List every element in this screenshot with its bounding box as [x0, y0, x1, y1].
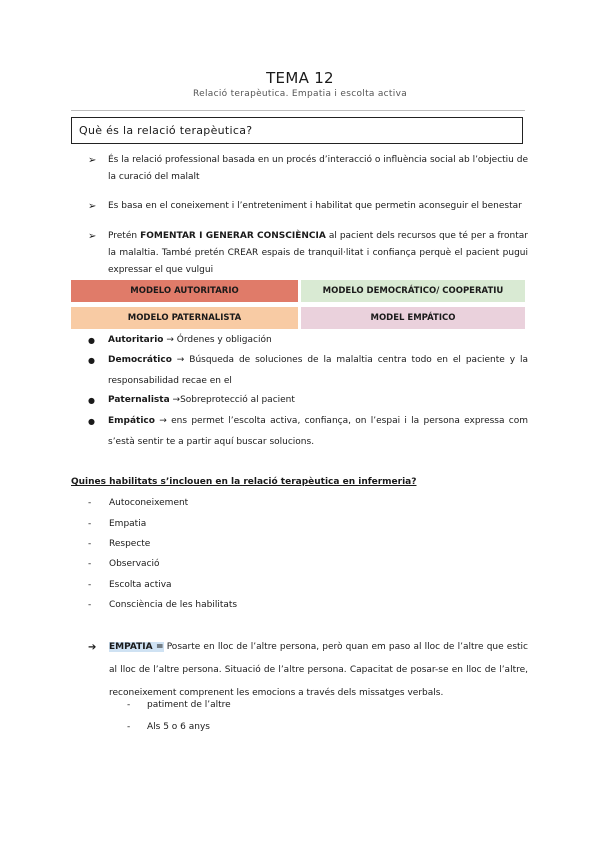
arrow-text: →: [171, 355, 190, 365]
term: Empático: [108, 416, 155, 426]
section-heading: Quines habilitats s’inclouen en la relació terapèutica en infermeria?: [71, 477, 417, 487]
dash-marker: -: [127, 700, 131, 710]
list-item-text: patiment de l’altre: [147, 700, 231, 710]
dash-marker: -: [88, 539, 92, 549]
list-item-text: Observació: [109, 559, 160, 569]
description: Búsqueda de soluciones de la malaltia centra todo en el paciente y la responsabilidad recae en el: [108, 355, 529, 386]
list-item: [88, 330, 528, 351]
dash-marker: -: [88, 600, 92, 610]
arrow-text: →: [169, 395, 181, 405]
dash-marker: -: [88, 519, 92, 529]
list-item: [127, 720, 210, 734]
description: Sobreprotecció al pacient: [180, 395, 295, 405]
definition-text: Posarte en lloc de l’altre persona, però quan em paso al lloc de l’altre que estic al lloc de l’altre persona. Situació de l’altre persona. Capacitat de posar-se en lloc de l’altre, reconeixement comprenent les emocions a través dels missatges verbals.: [109, 642, 528, 698]
list-item-text: al pacient dels recursos que té per a frontar la malaltia. També pretén CREAR espais de tranquil·litat i confiança perquè el pacient pugui expressar el que vulgui: [108, 231, 528, 275]
question-box: Què és la relació terapèutica?: [71, 117, 523, 144]
arrow-bullet-icon: ➢: [88, 155, 97, 166]
model-cell-empatico: MODEL EMPÁTICO: [301, 307, 525, 329]
list-item-text: Es basa en el coneixement i l’entreteniment i habilitat que permetin aconseguir el benestar: [108, 201, 522, 211]
list-item-text: Consciència de les habilitats: [109, 600, 238, 610]
page-title: TEMA 12: [266, 69, 334, 87]
description: ens permet l’escolta activa, confiança, on l’espai i la persona expressa com s’està sentir te a partir aquí buscar solucions.: [108, 416, 529, 447]
list-item: [88, 350, 528, 392]
list-item: [88, 496, 188, 510]
list-item: [88, 152, 528, 186]
list-item-text: Escolta activa: [109, 580, 172, 590]
list-item-text: Pretén: [108, 231, 141, 241]
list-item: [88, 578, 172, 592]
arrow-bullet-icon: ➢: [88, 231, 97, 242]
page-subtitle: Relació terapèutica. Empatia i escolta activa: [192, 89, 408, 99]
list-item: [88, 517, 146, 531]
list-item: [88, 198, 528, 215]
arrow-text: →: [154, 416, 172, 426]
list-item-text: Als 5 o 6 anys: [147, 722, 210, 732]
list-item-text: És la relació professional basada en un procés d’interacció o influència social ab l’objectiu de la curació del malalt: [108, 155, 528, 182]
term: Paternalista: [108, 395, 170, 405]
arrow-bullet-icon: ➢: [88, 201, 97, 212]
dash-marker: -: [127, 722, 131, 732]
emphasis-text: FOMENTAR I GENERAR CONSCIÈNCIA: [140, 231, 326, 241]
dash-marker: -: [88, 498, 92, 508]
highlighted-label: EMPATIA =: [109, 642, 164, 652]
arrow-bullet-icon: ➔: [88, 642, 97, 653]
list-item-text: Autoconeixement: [109, 498, 189, 508]
description: Órdenes y obligación: [176, 335, 272, 345]
empatia-definition: [88, 636, 528, 705]
list-item: [88, 598, 237, 612]
bullet-dot-icon: ●: [88, 417, 95, 426]
model-cell-autoritario: MODELO AUTORITARIO: [71, 280, 298, 302]
list-item: [88, 228, 528, 279]
dash-marker: -: [88, 580, 92, 590]
bullet-dot-icon: ●: [88, 396, 95, 405]
model-cell-democratico: MODELO DEMOCRÁTICO/ COOPERATIU: [301, 280, 525, 302]
divider: [71, 110, 525, 111]
list-item-text: Respecte: [109, 539, 151, 549]
term: Democrático: [108, 355, 172, 365]
list-item: [127, 698, 231, 712]
bullet-dot-icon: ●: [88, 336, 95, 345]
list-item: [88, 390, 528, 411]
list-item-text: Empatia: [109, 519, 147, 529]
bullet-dot-icon: ●: [88, 356, 95, 365]
list-item: [88, 537, 150, 551]
term: Autoritario: [108, 335, 164, 345]
list-item: [88, 557, 160, 571]
arrow-text: →: [163, 335, 177, 345]
dash-marker: -: [88, 559, 92, 569]
list-item: [88, 411, 528, 453]
model-cell-paternalista: MODELO PATERNALISTA: [71, 307, 298, 329]
